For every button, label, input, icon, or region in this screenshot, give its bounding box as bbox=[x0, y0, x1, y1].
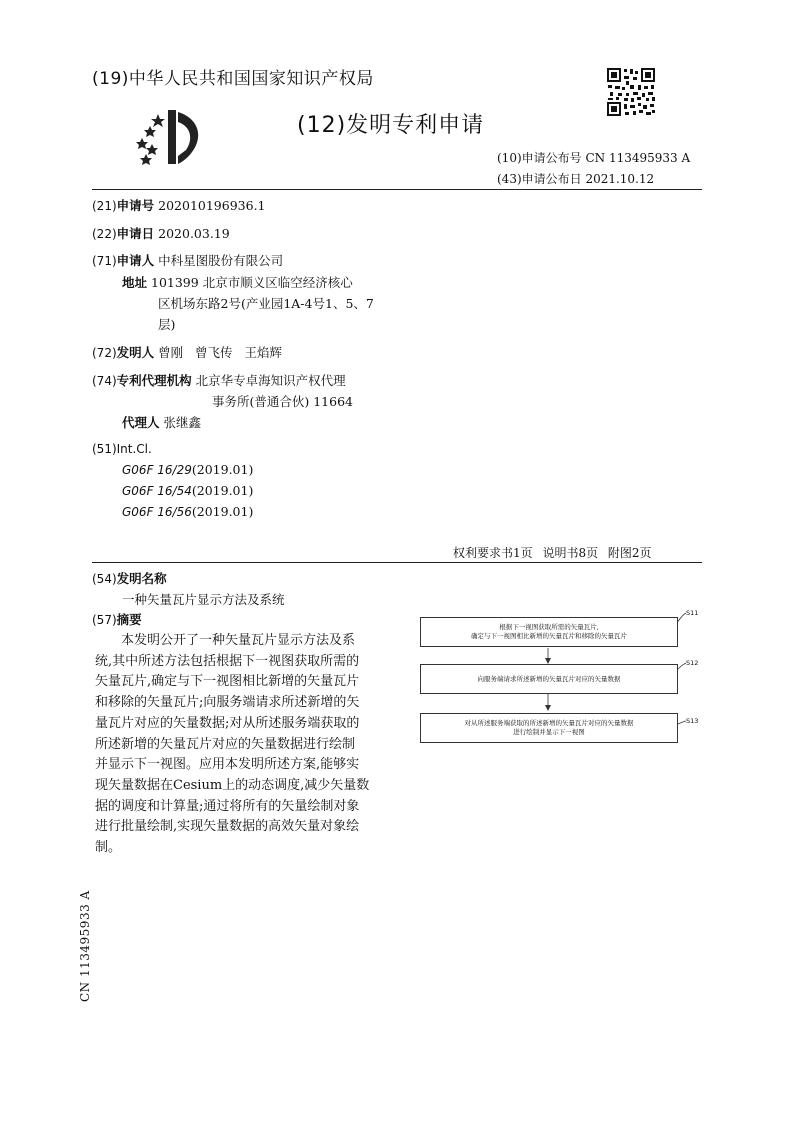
step-label: S12 bbox=[686, 659, 699, 667]
address bbox=[122, 273, 353, 291]
flowchart-step-s12 bbox=[420, 664, 678, 694]
ipc-version: (2019.01) bbox=[191, 462, 254, 477]
ipc-code: G06F 16/29 bbox=[122, 463, 192, 477]
page-count-info: 权利要求书1页 说明书8页 附图2页 bbox=[453, 546, 652, 560]
field-code: (71) bbox=[92, 254, 117, 268]
invention-title-heading bbox=[92, 569, 167, 587]
step-text: 确定与下一视图相比新增的矢量瓦片和移除的矢量瓦片 bbox=[471, 632, 627, 640]
step-text: 向服务端请求所述新增的矢量瓦片对应的矢量数据 bbox=[477, 674, 621, 683]
address-line: 101399 北京市顺义区临空经济核心 bbox=[151, 275, 353, 290]
abstract-heading bbox=[92, 610, 142, 628]
field-label: 申请人 bbox=[116, 253, 155, 268]
field-label: 地址 bbox=[122, 275, 148, 290]
abstract-line: 所述新增的矢量瓦片对应的矢量数据进行绘制 bbox=[95, 736, 356, 752]
field-code: (74) bbox=[92, 374, 117, 388]
publication-number: (10)申请公布号 CN 113495933 A bbox=[497, 151, 691, 165]
ipc-code: G06F 16/54 bbox=[122, 484, 192, 498]
inventors bbox=[92, 343, 282, 361]
ipc-class bbox=[122, 504, 253, 519]
abstract-line: 本发明公开了一种矢量瓦片显示方法及系 bbox=[121, 633, 356, 648]
field-label: Int.Cl. bbox=[116, 442, 152, 456]
flowchart-step-s11 bbox=[420, 617, 678, 647]
ipc-version: (2019.01) bbox=[191, 483, 254, 498]
application-number bbox=[92, 196, 266, 214]
field-code: (22) bbox=[92, 227, 117, 241]
field-value: 中科星图股份有限公司 bbox=[158, 253, 284, 268]
abstract-line: 和移除的矢量瓦片;向服务端请求所述新增的矢 bbox=[95, 695, 360, 711]
field-value: 北京华专卓海知识产权代理 bbox=[195, 373, 346, 388]
field-label: 申请号 bbox=[116, 198, 155, 213]
address-line: 层) bbox=[158, 317, 176, 332]
field-label: 代理人 bbox=[122, 415, 160, 430]
cnipa-logo bbox=[132, 108, 208, 168]
field-label: 专利代理机构 bbox=[116, 373, 192, 388]
field-value: 张继鑫 bbox=[163, 415, 202, 430]
field-label: 摘要 bbox=[116, 612, 142, 627]
step-text: 对从所述服务端获取的所述新增的矢量瓦片对应的矢量数据 bbox=[464, 719, 634, 727]
field-code: (57) bbox=[92, 613, 117, 627]
agency-line: 事务所(普通合伙) 11664 bbox=[212, 394, 353, 409]
abstract-line: 并显示下一视图。应用本发明所述方案,能够实 bbox=[95, 757, 360, 773]
side-publication-number: CN 113495933 A bbox=[78, 890, 92, 1002]
abstract-line: 进行批量绘制,实现矢量数据的高效矢量对象绘 bbox=[95, 819, 360, 835]
field-code: (51) bbox=[92, 442, 117, 456]
flowchart-step-s13 bbox=[420, 713, 678, 743]
step-text: 根据下一视图获取所需的矢量瓦片, bbox=[499, 623, 599, 631]
field-label: 发明人 bbox=[116, 345, 155, 360]
abstract-line: 统,其中所述方法包括根据下一视图获取所需的 bbox=[95, 653, 360, 669]
abstract-line: 量瓦片对应的矢量数据;对从所述服务端获取的 bbox=[95, 715, 360, 731]
field-label: 申请日 bbox=[116, 226, 155, 241]
pages-divider bbox=[92, 562, 702, 563]
field-code: (54) bbox=[92, 572, 117, 586]
abstract-line: 现矢量数据在Cesium上的动态调度,减少矢量数 bbox=[95, 777, 370, 793]
patent-agency bbox=[92, 371, 346, 389]
ipc-class bbox=[122, 483, 253, 498]
ipc-code: G06F 16/56 bbox=[122, 505, 192, 519]
ipc-class bbox=[122, 462, 253, 477]
field-value: 曾刚 曾飞传 王焰辉 bbox=[158, 345, 282, 360]
document-type: (12)发明专利申请 bbox=[297, 113, 485, 138]
applicant bbox=[92, 251, 283, 269]
application-date bbox=[92, 224, 230, 242]
field-value: 2020.03.19 bbox=[158, 226, 230, 241]
ipc-version: (2019.01) bbox=[191, 504, 254, 519]
office-name: (19)中华人民共和国国家知识产权局 bbox=[92, 69, 374, 89]
field-code: (72) bbox=[92, 346, 117, 360]
publication-date: (43)申请公布日 2021.10.12 bbox=[497, 172, 655, 186]
abstract-line: 据的调度和计算量;通过将所有的矢量绘制对象 bbox=[95, 798, 360, 814]
abstract-line: 矢量瓦片,确定与下一视图相比新增的矢量瓦片 bbox=[95, 674, 360, 690]
header-divider bbox=[92, 189, 702, 190]
field-value: 202010196936.1 bbox=[158, 198, 266, 213]
abstract-line: 制。 bbox=[95, 840, 122, 856]
int-cl bbox=[92, 441, 152, 456]
field-label: 发明名称 bbox=[116, 571, 167, 586]
address-line: 区机场东路2号(产业园1A-4号1、5、7 bbox=[158, 296, 374, 311]
step-label: S11 bbox=[686, 609, 699, 617]
step-text: 进行绘制并显示下一视图 bbox=[513, 728, 585, 736]
abstract-text bbox=[95, 631, 387, 859]
invention-title: 一种矢量瓦片显示方法及系统 bbox=[122, 592, 285, 607]
agent bbox=[122, 413, 201, 431]
qr-code-icon bbox=[606, 67, 656, 117]
step-label: S13 bbox=[686, 717, 699, 725]
field-code: (21) bbox=[92, 199, 117, 213]
